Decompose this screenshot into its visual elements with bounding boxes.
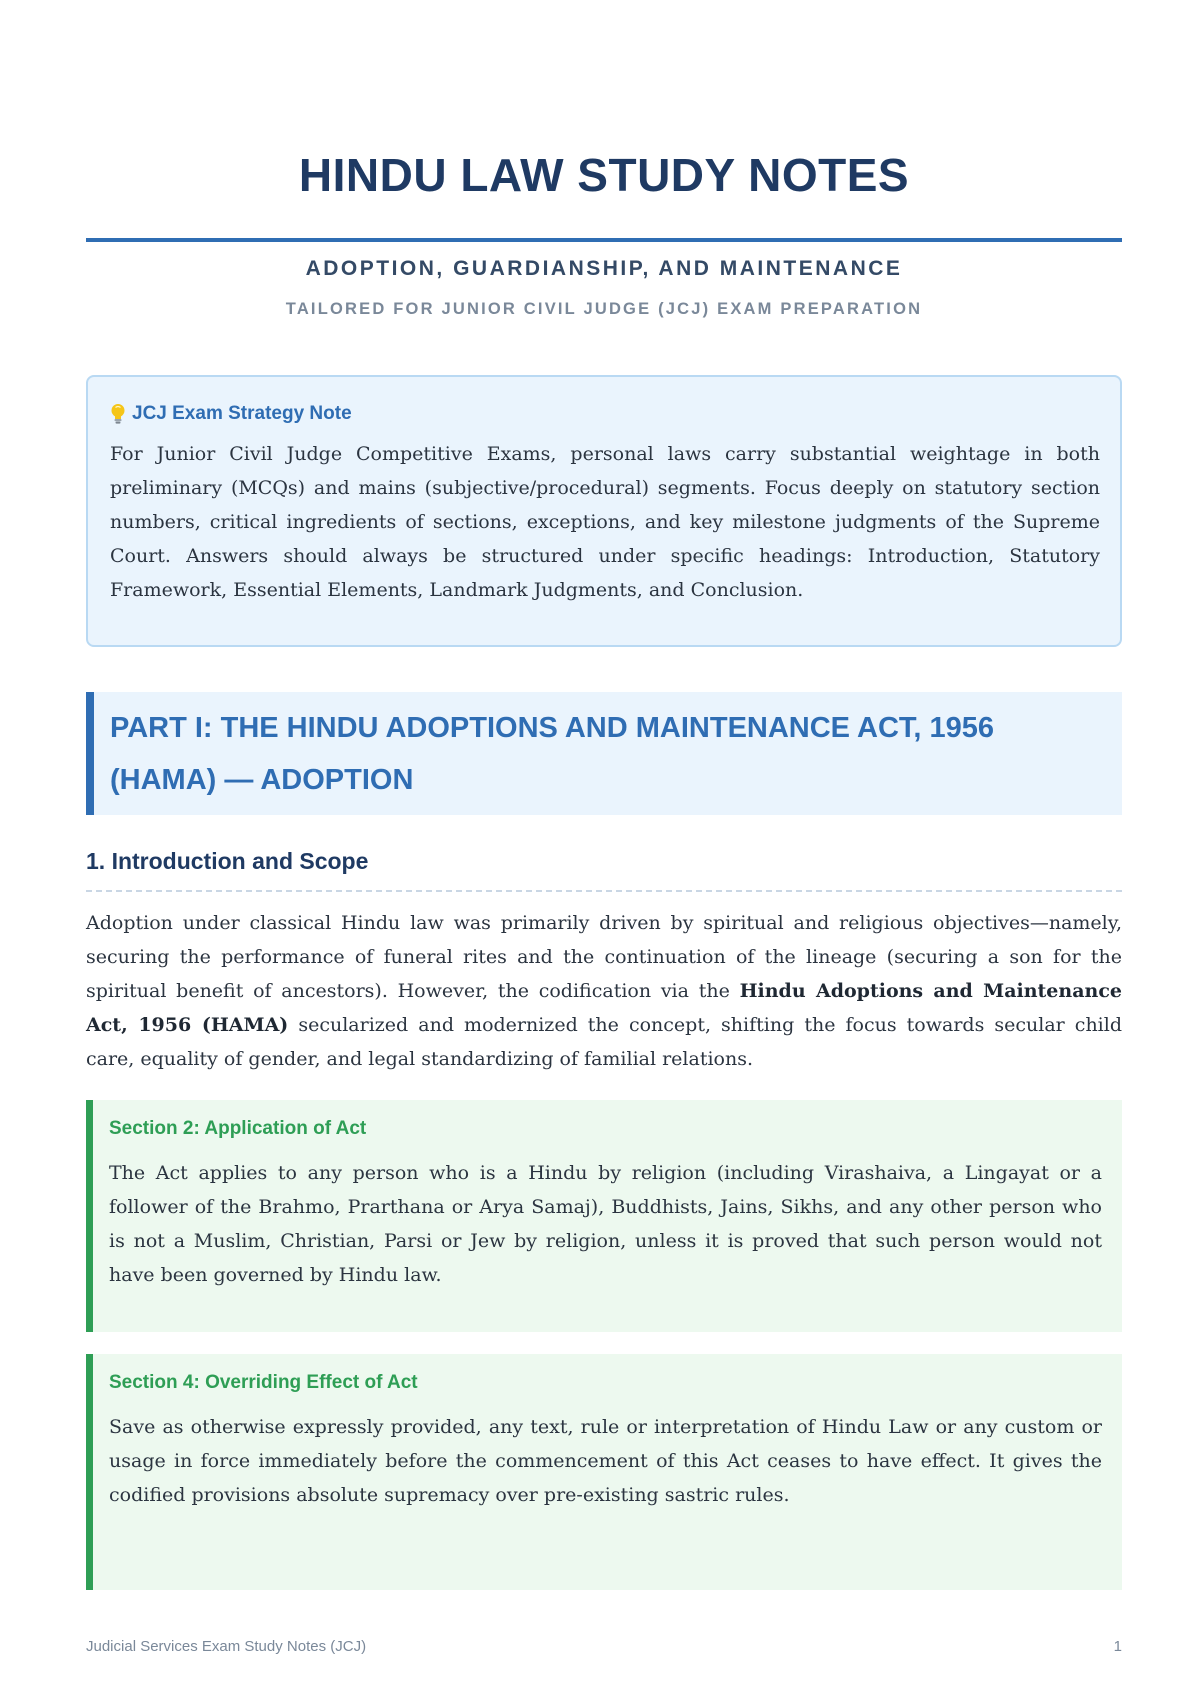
intro-text-start: Adoption under classical Hindu law was primarily driven by spiritual and religious objectives—namely, securing the performance of funeral rites and the continuation of the lineage (securing a son for the spiritual benefit of ancestors). However, the codification via the <box>86 912 1122 1002</box>
document-tagline: TAILORED FOR JUNIOR CIVIL JUDGE (JCJ) EXAM PREPARATION <box>285 300 923 318</box>
lightbulb-icon <box>110 403 126 425</box>
section-2-text: The Act applies to any person who is a Hindu by religion (including Virashaiva, a Lingayat or a follower of the Brahmo, Prarthana or Arya Samaj), Buddhists, Jains, Sikhs, and any other person who is not a Muslim, Christian, Parsi or Jew by religion, unless it is proved that such person would not have been governed by Hindu law. <box>109 1162 1102 1286</box>
strategy-note-box <box>86 375 1122 647</box>
section-heading: 1. Introduction and Scope <box>86 848 369 874</box>
part-heading-box <box>86 692 1122 815</box>
intro-text-end: secularized and modernized the concept, shifting the focus towards secular child care, equality of gender, and legal standardizing of familial relations. <box>86 1014 1122 1070</box>
intro-text-bold: Hindu Adoptions and Maintenance Act, 1956 (HAMA) <box>86 980 1122 1036</box>
footer-label: Judicial Services Exam Study Notes (JCJ) <box>86 1638 367 1655</box>
intro-paragraph <box>86 906 1122 1076</box>
section-4-heading: Section 4: Overriding Effect of Act <box>109 1372 418 1393</box>
strategy-note-heading: JCJ Exam Strategy Note <box>132 403 352 424</box>
part-heading: PART I: THE HINDU ADOPTIONS AND MAINTENANCE ACT, 1956 (HAMA) — ADOPTION <box>110 712 995 796</box>
strategy-note-header <box>110 399 1100 429</box>
section-2-heading: Section 2: Application of Act <box>109 1118 367 1139</box>
section-2-box <box>86 1100 1122 1332</box>
strategy-note-text: For Junior Civil Judge Competitive Exams, personal laws carry substantial weightage in both preliminary (MCQs) and mains (subjective/procedural) segments. Focus deeply on statutory section numbers, critical ingredients of sections, exceptions, and key milestone judgments of the Supreme Court. Answers should always be structured under specific headings: Introduction, Statutory Framework, Essential Elements, Landmark Judgments, and Conclusion. <box>110 443 1100 601</box>
document-subtitle: ADOPTION, GUARDIANSHIP, AND MAINTENANCE <box>305 257 903 280</box>
document-title: HINDU LAW STUDY NOTES <box>298 149 910 201</box>
title-divider <box>86 238 1122 242</box>
section-4-box <box>86 1354 1122 1590</box>
page-number: 1 <box>1113 1638 1122 1655</box>
section-4-text: Save as otherwise expressly provided, any text, rule or interpretation of Hindu Law or any custom or usage in force immediately before the commencement of this Act ceases to have effect. It gives the codified provisions absolute supremacy over pre-existing sastric rules. <box>109 1416 1102 1506</box>
section-divider <box>86 890 1122 892</box>
